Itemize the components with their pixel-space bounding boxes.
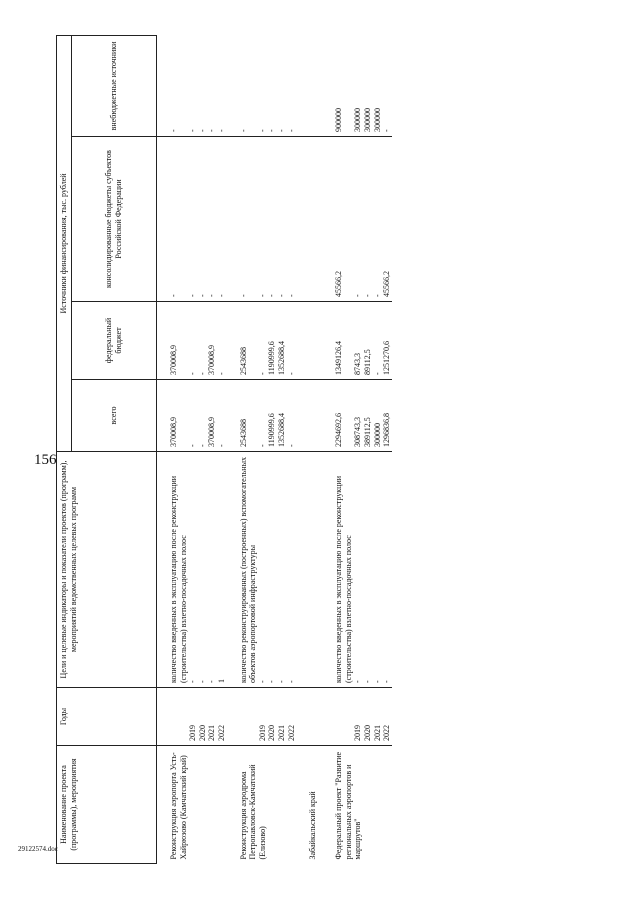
value-regional-cell: - [207, 137, 217, 302]
table-row [217, 35, 227, 863]
indicator-cell: - [363, 452, 373, 688]
year-cell: 2021 [277, 688, 287, 746]
indicator-cell: - [207, 452, 217, 688]
value-federal-cell: 8743,3 [353, 302, 363, 380]
value-regional-cell: - [277, 137, 287, 302]
indicator-cell: - [373, 452, 383, 688]
value-extrabudget-cell: - [238, 129, 248, 132]
value-regional-cell [296, 137, 322, 302]
table-row [322, 35, 353, 863]
value-federal-cell: 89112,5 [363, 302, 373, 380]
indicator-cell: - [353, 452, 363, 688]
value-total-cell: - [287, 380, 297, 452]
indicator-cell: - [258, 452, 268, 688]
value-regional-cell: - [198, 137, 208, 302]
value-extrabudget-cell: - [382, 129, 392, 132]
value-total-cell: - [198, 380, 208, 452]
value-federal-cell: - [287, 302, 297, 380]
value-federal-cell: 1352688,4 [277, 302, 287, 380]
table-row [382, 35, 392, 863]
indicator-cell: - [382, 452, 392, 688]
table-row [157, 35, 189, 863]
year-cell [157, 688, 189, 746]
header-project-name: Наименование проекта (программы), мероприятия [57, 746, 157, 864]
value-extrabudget-cell: - [197, 129, 207, 132]
indicator-cell [296, 452, 322, 688]
value-total-cell: - [258, 380, 268, 452]
value-total-cell: 1296836,8 [382, 380, 392, 452]
value-federal-cell: 1190999,6 [267, 302, 277, 380]
table-row [267, 35, 277, 863]
value-extrabudget-cell: - [207, 129, 217, 132]
value-federal-cell [296, 302, 322, 380]
value-extrabudget-cell: - [169, 129, 178, 132]
value-total-cell: 2294692,6 [322, 380, 353, 452]
year-cell: 2019 [188, 688, 198, 746]
value-federal-cell: - [373, 302, 383, 380]
value-extrabudget-cell: 300000 [372, 108, 382, 132]
year-cell: 2021 [207, 688, 217, 746]
footer-filename: 29122574.doc [18, 845, 58, 853]
table-row [363, 35, 373, 863]
year-cell: 2022 [382, 688, 392, 746]
value-federal-cell: 2543688 [227, 302, 258, 380]
year-cell: 2022 [287, 688, 297, 746]
value-extrabudget-cell: - [276, 129, 286, 132]
value-regional-cell: 45566,2 [322, 137, 353, 302]
year-cell: 2019 [258, 688, 268, 746]
value-extrabudget-cell: 900000 [334, 108, 344, 132]
rotated-table-container [56, 36, 622, 864]
value-regional-cell: - [157, 137, 189, 302]
indicator-cell: - [287, 452, 297, 688]
value-extrabudget-cell: 300000 [362, 108, 372, 132]
header-indicators: Цели и целевые индикаторы и показатели проектов (программ), мероприятий ведомственных целевых программ [57, 452, 157, 688]
table-row [207, 35, 217, 863]
value-total-cell: - [188, 380, 198, 452]
financing-table [56, 35, 392, 864]
header-federal-budget: федеральный бюджет [72, 302, 157, 380]
value-total-cell: - [217, 380, 227, 452]
year-cell [296, 688, 322, 746]
header-total: всего [72, 380, 157, 452]
year-cell: 2020 [267, 688, 277, 746]
value-federal-cell: - [198, 302, 208, 380]
value-federal-cell: - [258, 302, 268, 380]
year-cell [322, 688, 353, 746]
value-regional-cell: - [353, 137, 363, 302]
table-body [157, 35, 392, 863]
year-cell: 2022 [217, 688, 227, 746]
project-name-cell: Забайкальский край [296, 746, 322, 864]
indicator-cell: 1 [217, 452, 227, 688]
table-row [296, 35, 322, 863]
value-total-cell: 370008,9 [207, 380, 217, 452]
value-federal-cell: - [217, 302, 227, 380]
table-row [227, 35, 258, 863]
header-extrabudgetary: внебюджетные источники [72, 35, 157, 136]
page-number: 156 [34, 452, 57, 468]
value-regional-cell: - [188, 137, 198, 302]
table-row [198, 35, 208, 863]
value-regional-cell: - [217, 137, 227, 302]
year-cell [227, 688, 258, 746]
value-regional-cell: - [267, 137, 277, 302]
value-extrabudget-cell: - [257, 129, 267, 132]
value-extrabudget-cell: - [286, 129, 296, 132]
year-cell: 2020 [363, 688, 373, 746]
header-regional-budgets: консолидированные бюджеты субъектов Российской Федерации [72, 137, 157, 302]
year-cell: 2019 [353, 688, 363, 746]
value-regional-cell: 45566,2 [382, 137, 392, 302]
value-total-cell: 1352688,4 [277, 380, 287, 452]
table-row [373, 35, 383, 863]
table-row [277, 35, 287, 863]
table-row [258, 35, 268, 863]
value-total-cell: 1190999,6 [267, 380, 277, 452]
value-extrabudget-cell [296, 35, 322, 136]
indicator-cell: количество введенных в эксплуатацию после реконструкции (строительства) взлетно-посадочных полос [157, 452, 189, 688]
value-total-cell [296, 380, 322, 452]
indicator-cell: количество реконструированных (построенных) вспомогательных объектов аэропортовой инфраструктуры [227, 452, 258, 688]
value-total-cell: 389112,5 [363, 380, 373, 452]
value-federal-cell: 370008,9 [207, 302, 217, 380]
value-federal-cell: 1349126,4 [322, 302, 353, 380]
value-total-cell: 300000 [373, 380, 383, 452]
value-total-cell: 308743,3 [353, 380, 363, 452]
value-regional-cell: - [363, 137, 373, 302]
value-regional-cell: - [373, 137, 383, 302]
value-extrabudget-cell: - [216, 129, 226, 132]
value-regional-cell: - [287, 137, 297, 302]
project-name-cell: Федеральный проект "Развитие региональных аэропортов и маршрутов" [322, 746, 392, 864]
value-total-cell: 2543688 [227, 380, 258, 452]
value-regional-cell: - [258, 137, 268, 302]
header-financing-sources: Источники финансирования, тыс. рублей [57, 35, 72, 451]
table-row [353, 35, 363, 863]
indicator-cell: количество введенных в эксплуатацию после реконструкции (строительства) взлетно-посадочных полос [322, 452, 353, 688]
project-name-cell: Реконструкция аэропорта Усть-Хайрюзово (Камчатский край) [157, 746, 227, 864]
value-federal-cell: - [188, 302, 198, 380]
table-row [287, 35, 297, 863]
value-extrabudget-cell: 300000 [353, 108, 363, 132]
indicator-cell: - [277, 452, 287, 688]
indicator-cell: - [188, 452, 198, 688]
indicator-cell: - [267, 452, 277, 688]
value-extrabudget-cell: - [188, 129, 198, 132]
value-total-cell: 370008,9 [157, 380, 189, 452]
year-cell: 2021 [373, 688, 383, 746]
value-federal-cell: 370008,9 [157, 302, 189, 380]
year-cell: 2020 [198, 688, 208, 746]
value-regional-cell: - [227, 137, 258, 302]
project-name-cell: Реконструкция аэродрома Петропавловск-Камчатский (Елизово) [227, 746, 297, 864]
header-years: Годы [57, 688, 157, 746]
value-federal-cell: 1251270,6 [382, 302, 392, 380]
indicator-cell: - [198, 452, 208, 688]
table-row [188, 35, 198, 863]
value-extrabudget-cell: - [267, 129, 277, 132]
